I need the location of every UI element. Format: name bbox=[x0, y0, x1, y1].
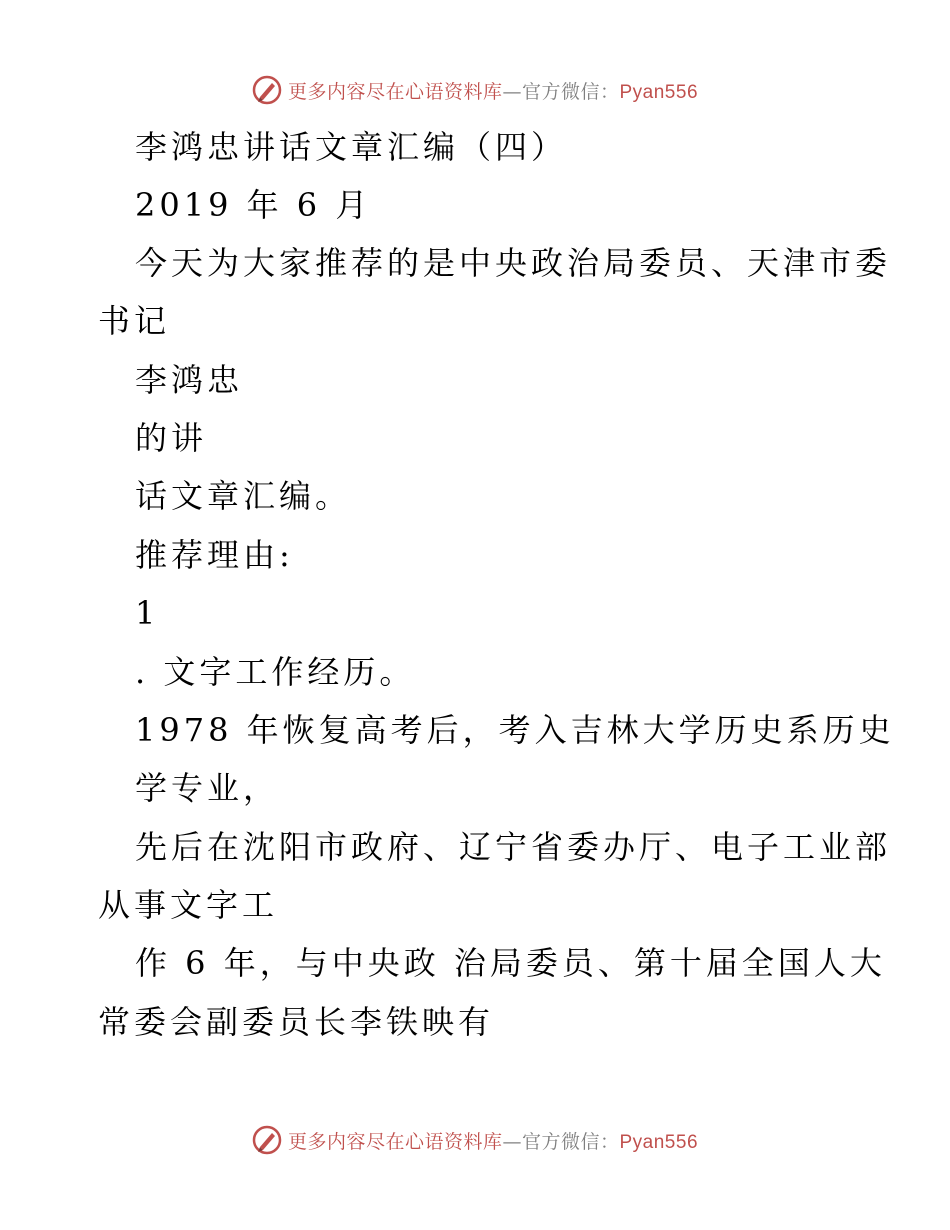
doc-line: 作 6 年，与中央政 治局委员、第十届全国人大 bbox=[135, 944, 886, 982]
watermark-id: Pyan556 bbox=[619, 81, 699, 103]
pen-logo-icon bbox=[252, 1125, 282, 1155]
doc-date: 2019 年 6 月 bbox=[135, 186, 372, 224]
footer-watermark bbox=[0, 1120, 950, 1160]
doc-line: 李鸿忠 bbox=[135, 361, 244, 399]
watermark-main: 更多内容尽在心语资料库 bbox=[287, 1130, 503, 1153]
watermark-id: Pyan556 bbox=[619, 1131, 699, 1153]
watermark-main: 更多内容尽在心语资料库 bbox=[287, 80, 503, 103]
doc-line: . 文字工作经历。 bbox=[135, 653, 416, 691]
doc-line: 常委会副委员长李铁映有 bbox=[98, 1003, 495, 1041]
doc-line: 今天为大家推荐的是中央政治局委员、天津市委 bbox=[135, 244, 892, 282]
doc-line: 从事文字工 bbox=[98, 886, 279, 924]
watermark-sub: —官方微信： bbox=[502, 80, 620, 103]
doc-line: 话文章汇编。 bbox=[135, 477, 352, 515]
doc-line: 1978 年恢复高考后，考入吉林大学历史系历史 bbox=[135, 711, 895, 749]
doc-title: 李鸿忠讲话文章汇编（四） bbox=[135, 128, 568, 166]
watermark-text bbox=[288, 1127, 698, 1154]
doc-line: 先后在沈阳市政府、辽宁省委办厅、电子工业部 bbox=[135, 828, 892, 866]
watermark-sub: —官方微信： bbox=[502, 1130, 620, 1153]
doc-line: 推荐理由: bbox=[135, 536, 294, 574]
doc-line: 书记 bbox=[98, 302, 171, 340]
doc-line: 的讲 bbox=[135, 419, 208, 457]
doc-line: 学专业， bbox=[135, 769, 280, 807]
doc-line: 1 bbox=[135, 594, 160, 632]
